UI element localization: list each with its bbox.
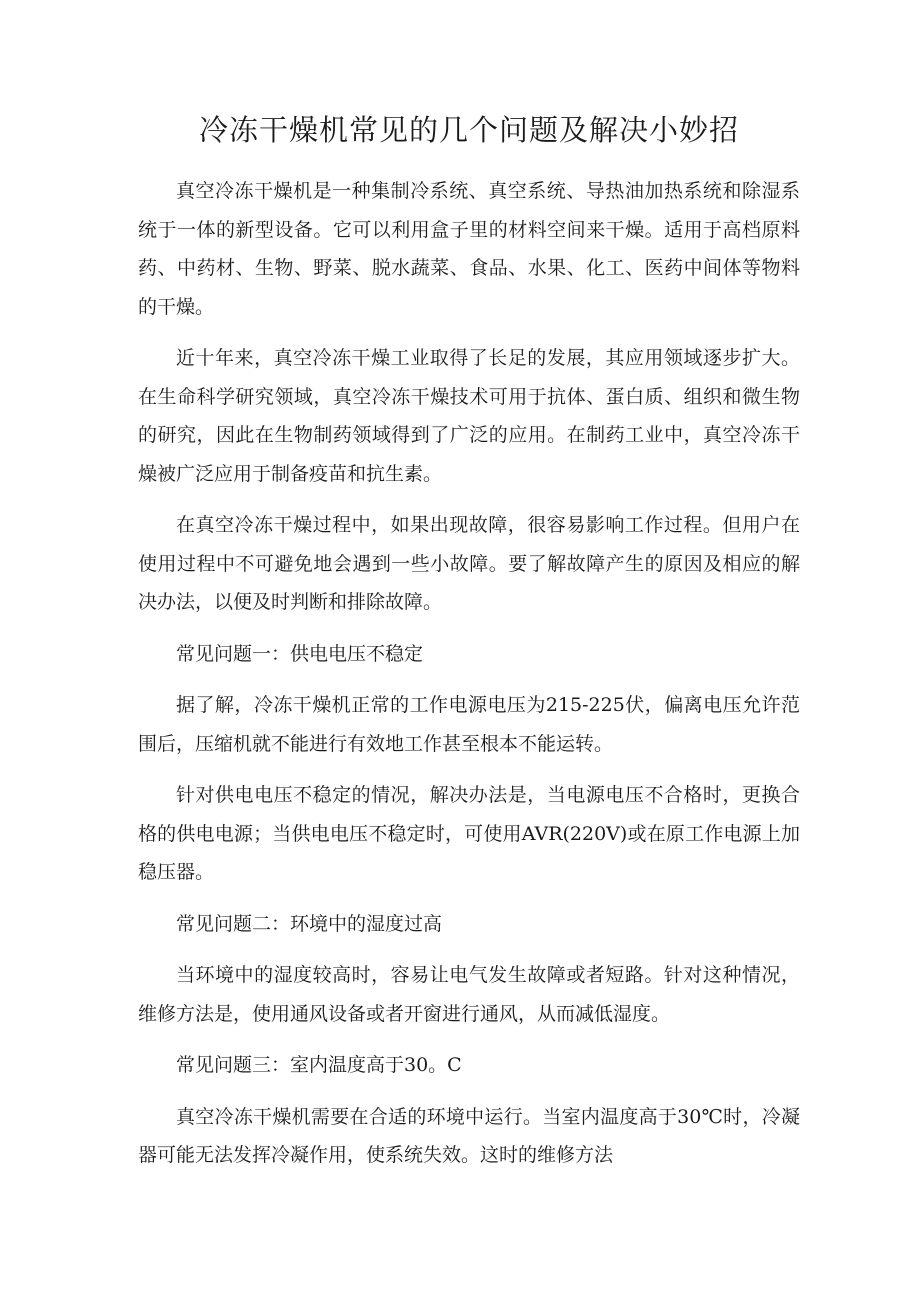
paragraph-voltage-solution: 针对供电电压不稳定的情况，解决办法是，当电源电压不合格时，更换合格的供电电源；当供电电压不稳定时，可使用AVR(220V)或在原工作电源上加稳压器。: [138, 784, 800, 883]
section-heading-voltage: 常见问题一：供电电压不稳定: [176, 642, 424, 665]
section-heading-humidity: 常见问题二：环境中的湿度过高: [176, 912, 443, 935]
paragraph-voltage-range: 据了解，冷冻干燥机正常的工作电源电压为215-225伏，偏离电压允许范围后，压缩机就不能进行有效地工作甚至根本不能运转。: [138, 694, 800, 755]
document-title: 冷冻干燥机常见的几个问题及解决小妙招: [198, 113, 739, 147]
document-body: [138, 172, 800, 1188]
section-heading-temperature: 常见问题三：室内温度高于30。C: [176, 1054, 462, 1076]
paragraph-temperature: 真空冷冻干燥机需要在合适的环境中运行。当室内温度高于30℃时，冷凝器可能无法发挥冷凝作用，使系统失效。这时的维修方法: [138, 1105, 800, 1166]
paragraph-development: 近十年来，真空冷冻干燥工业取得了长足的发展，其应用领域逐步扩大。在生命科学研究领域，真空冷冻干燥技术可用于抗体、蛋白质、组织和微生物的研究，因此在生物制药领域得到了广泛的应用。在制药工业中，真空冷冻干燥被广泛应用于制备疫苗和抗生素。: [138, 347, 800, 485]
paragraph-faults: 在真空冷冻干燥过程中，如果出现故障，很容易影响工作过程。但用户在使用过程中不可避免地会遇到一些小故障。要了解故障产生的原因及相应的解决办法，以便及时判断和排除故障。: [138, 514, 800, 613]
paragraph-intro: 真空冷冻干燥机是一种集制冷系统、真空系统、导热油加热系统和除湿系统于一体的新型设备。它可以利用盒子里的材料空间来干燥。适用于高档原料药、中药材、生物、野菜、脱水蔬菜、食品、水果、化工、医药中间体等物料的干燥。: [138, 180, 800, 318]
paragraph-humidity-solution: 当环境中的湿度较高时，容易让电气发生故障或者短路。针对这种情况，维修方法是，使用通风设备或者开窗进行通风，从而减低湿度。: [138, 964, 800, 1025]
